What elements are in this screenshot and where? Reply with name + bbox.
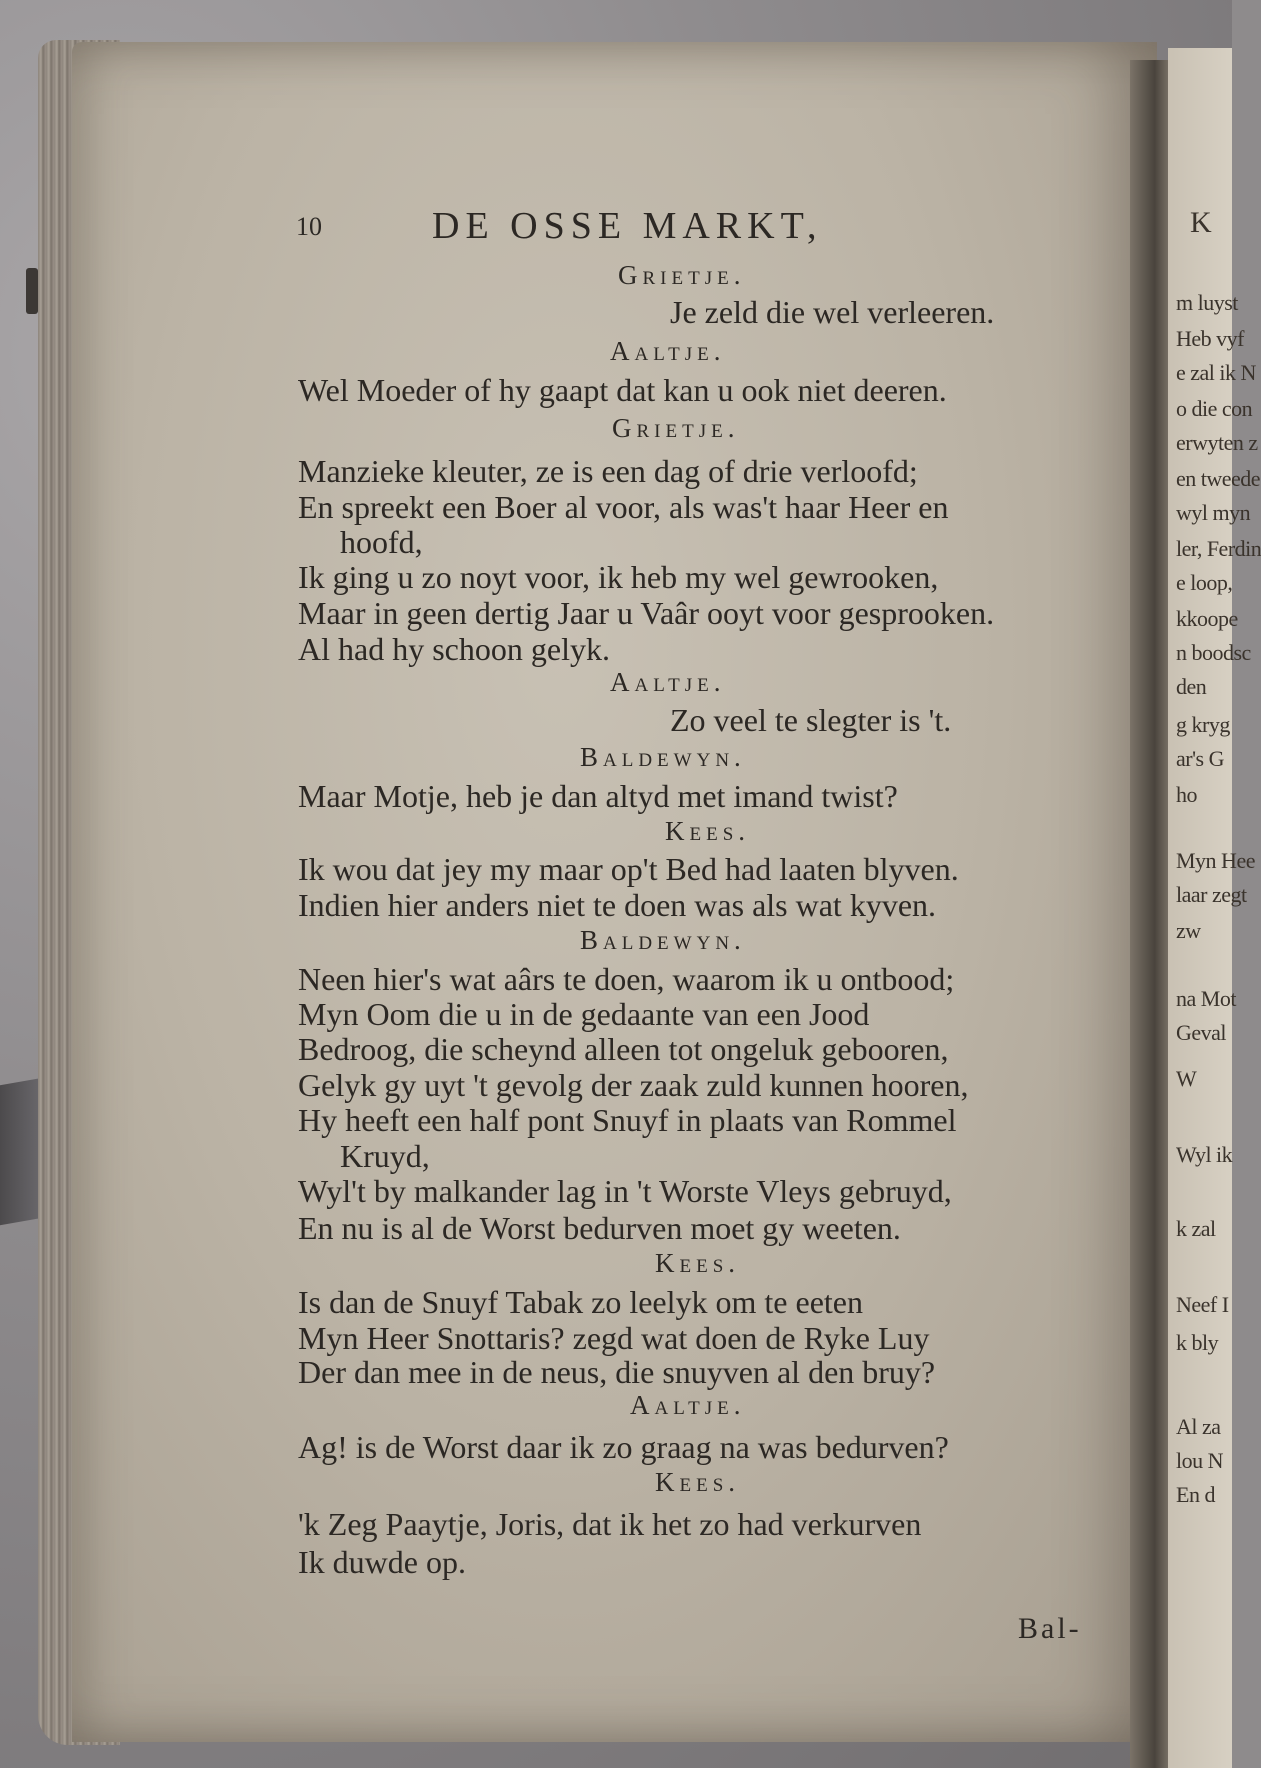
verse-line: En nu is al de Worst bedurven moet gy weeten.: [298, 1210, 901, 1246]
speaker-name: Kees.: [665, 816, 751, 846]
verse-line: Ik duwde op.: [298, 1544, 466, 1580]
facing-page: [1168, 48, 1261, 1768]
running-title: DE OSSE MARKT,: [432, 205, 823, 247]
verse-line: Indien hier anders niet te doen was als wat kyven.: [298, 887, 937, 923]
verse-line: Neen hier's wat aârs te doen, waarom ik u ontbood;: [298, 961, 955, 997]
verse-line: Maar Motje, heb je dan altyd met imand twist?: [298, 778, 898, 814]
facing-page-fragment: e loop,: [1176, 570, 1233, 595]
verse-line: Bedroog, die scheynd alleen tot ongeluk gebooren,: [298, 1031, 949, 1067]
facing-page-fragment: ler, Ferdin: [1176, 536, 1261, 561]
facing-page-fragment: en tweede: [1176, 466, 1261, 491]
facing-page-fragment: e zal ik N: [1176, 360, 1256, 385]
facing-page-fragment: wyl myn: [1176, 500, 1251, 525]
facing-page-fragment: erwyten z: [1176, 430, 1258, 455]
speaker-name: Kees.: [655, 1467, 741, 1497]
verse-line: Zo veel te slegter is 't.: [670, 702, 952, 738]
facing-page-fragment: kkoope: [1176, 606, 1238, 631]
facing-page-fragment: ar's G: [1176, 746, 1225, 771]
facing-page-fragment: zw: [1176, 918, 1201, 943]
verse-line: Is dan de Snuyf Tabak zo leelyk om te eeten: [298, 1284, 863, 1320]
verse-line: Wyl't by malkander lag in 't Worste Vleys gebruyd,: [298, 1173, 952, 1209]
verse-line: 'k Zeg Paaytje, Joris, dat ik het zo had verkurven: [298, 1506, 922, 1542]
facing-page-fragment: laar zegt: [1176, 882, 1247, 907]
verse-line: Gelyk gy uyt 't gevolg der zaak zuld kunnen hooren,: [298, 1067, 969, 1103]
verse-line: Maar in geen dertig Jaar u Vaâr ooyt voor gesprooken.: [298, 595, 995, 631]
verse-line: Ik wou dat jey my maar op't Bed had laaten blyven.: [298, 851, 959, 887]
facing-page-fragment: g kryg: [1176, 712, 1230, 737]
verse-line: Der dan mee in de neus, die snuyven al den bruy?: [298, 1354, 936, 1390]
verse-line: Hy heeft een half pont Snuyf in plaats van Rommel: [298, 1102, 957, 1138]
verse-line: hoofd,: [340, 524, 423, 560]
speaker-name: Baldewyn.: [580, 925, 746, 955]
verse-line: Myn Heer Snottaris? zegd wat doen de Ryke Luy: [298, 1320, 930, 1356]
facing-page-fragment: n boodsc: [1176, 640, 1251, 665]
verse-line: Kruyd,: [340, 1138, 430, 1174]
verse-line: Ag! is de Worst daar ik zo graag na was bedurven?: [298, 1429, 949, 1465]
verse-line: Je zeld die wel verleeren.: [670, 294, 995, 330]
speaker-name: Grietje.: [612, 413, 740, 443]
facing-page-fragment: m luyst: [1176, 290, 1238, 315]
facing-page-fragment: k bly: [1176, 1330, 1219, 1355]
facing-page-fragment: Neef I: [1176, 1292, 1229, 1317]
facing-page-fragment: Myn Hee: [1176, 848, 1255, 873]
facing-page-fragment: ho: [1176, 782, 1197, 807]
catchword: Bal-: [1018, 1612, 1082, 1645]
verse-line: Al had hy schoon gelyk.: [298, 631, 610, 667]
speaker-name: Aaltje.: [610, 336, 726, 366]
speaker-name: Baldewyn.: [580, 742, 746, 772]
verse-line: Wel Moeder of hy gaapt dat kan u ook niet deeren.: [298, 372, 947, 408]
facing-page-fragment: Geval: [1176, 1020, 1227, 1045]
speaker-name: Grietje.: [618, 260, 746, 290]
verse-line: En spreekt een Boer al voor, als was't haar Heer en: [298, 489, 949, 525]
facing-page-fragment: W: [1176, 1066, 1197, 1091]
page-number: 10: [296, 212, 322, 241]
binding-clip: [26, 268, 38, 314]
facing-page-fragment: Wyl ik: [1176, 1142, 1233, 1167]
speaker-name: Aaltje.: [610, 667, 726, 697]
facing-page-fragment: lou N: [1176, 1448, 1223, 1473]
facing-header-letter: K: [1190, 206, 1212, 239]
facing-page-fragment: den: [1176, 674, 1207, 699]
speaker-name: Kees.: [655, 1248, 741, 1278]
verse-line: Ik ging u zo noyt voor, ik heb my wel gewrooken,: [298, 559, 939, 595]
facing-page-fragment: Al za: [1176, 1414, 1221, 1439]
facing-page-fragment: o die con: [1176, 396, 1253, 421]
verse-line: Myn Oom die u in de gedaante van een Jood: [298, 996, 870, 1032]
facing-page-fragment: Heb vyf: [1176, 326, 1244, 351]
facing-page-fragment: En d: [1176, 1482, 1215, 1507]
verse-line: Manzieke kleuter, ze is een dag of drie verloofd;: [298, 453, 918, 489]
facing-page-fragment: na Mot: [1176, 986, 1236, 1011]
facing-page-fragment: k zal: [1176, 1216, 1216, 1241]
speaker-name: Aaltje.: [630, 1390, 746, 1420]
